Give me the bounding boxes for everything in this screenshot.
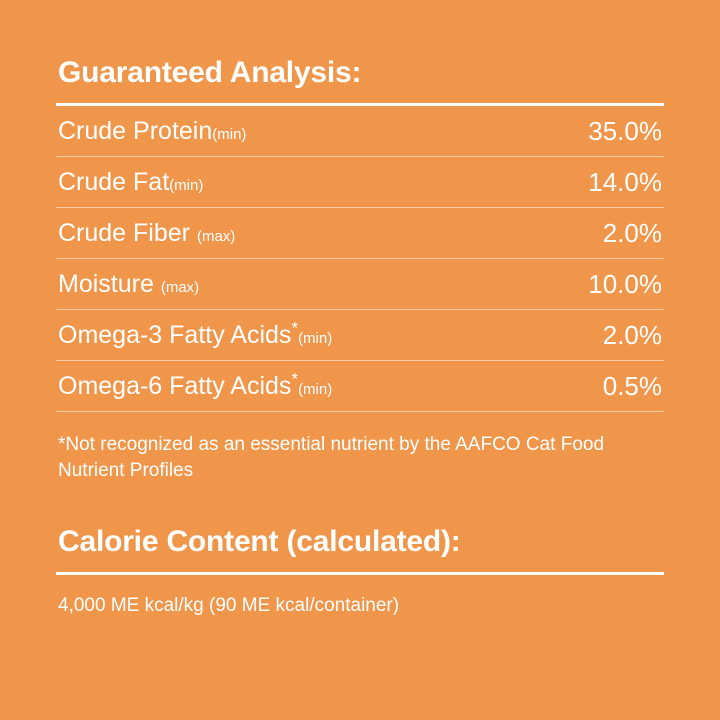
nutrient-name-cell — [56, 208, 531, 258]
table-row — [56, 361, 664, 411]
calorie-content-section — [56, 525, 664, 617]
nutrient-name: Crude Protein — [58, 116, 213, 145]
nutrient-name-cell — [56, 157, 531, 207]
nutrient-qualifier: (min) — [169, 176, 204, 194]
nutrient-name-cell — [56, 310, 531, 360]
nutrient-name: Omega-6 Fatty Acids — [58, 371, 292, 400]
aafco-footnote: *Not recognized as an essential nutrient by the AAFCO Cat Food Nutrient Profiles — [58, 434, 605, 481]
nutrient-value: 2.0% — [602, 319, 662, 350]
guaranteed-analysis-table — [56, 106, 664, 412]
nutrient-value: 0.5% — [602, 370, 662, 401]
nutrient-name: Crude Fat — [58, 167, 170, 196]
calorie-content-title: Calorie Content (calculated): — [58, 525, 461, 559]
nutrient-name: Moisture — [58, 269, 154, 298]
guaranteed-analysis-title: Guaranteed Analysis: — [58, 56, 362, 89]
table-row — [56, 106, 664, 156]
table-row — [56, 310, 664, 360]
nutrient-value: 10.0% — [588, 268, 662, 299]
nutrient-qualifier: (max) — [160, 278, 200, 296]
nutrient-qualifier: (min) — [298, 329, 333, 347]
nutrient-qualifier: (min) — [298, 380, 333, 398]
table-row — [56, 208, 664, 258]
nutrient-value: 2.0% — [602, 217, 662, 248]
nutrient-name: Crude Fiber — [58, 218, 190, 247]
row-divider — [56, 411, 664, 412]
calorie-content-value: 4,000 ME kcal/kg (90 ME kcal/container) — [58, 595, 400, 617]
table-row — [56, 259, 664, 309]
nutrient-qualifier: (min) — [212, 125, 247, 143]
nutrient-name: Omega-3 Fatty Acids — [58, 320, 292, 349]
nutrient-asterisk: * — [291, 369, 299, 389]
nutrient-name-cell — [56, 361, 531, 411]
table-row — [56, 157, 664, 207]
nutrient-name-cell — [56, 259, 531, 309]
nutrient-asterisk: * — [291, 318, 299, 338]
nutrient-qualifier: (max) — [196, 227, 236, 245]
nutrient-value: 35.0% — [588, 115, 662, 146]
calorie-content-rule — [56, 572, 664, 575]
nutrient-name-cell — [56, 106, 531, 156]
nutrient-value: 14.0% — [588, 166, 662, 197]
